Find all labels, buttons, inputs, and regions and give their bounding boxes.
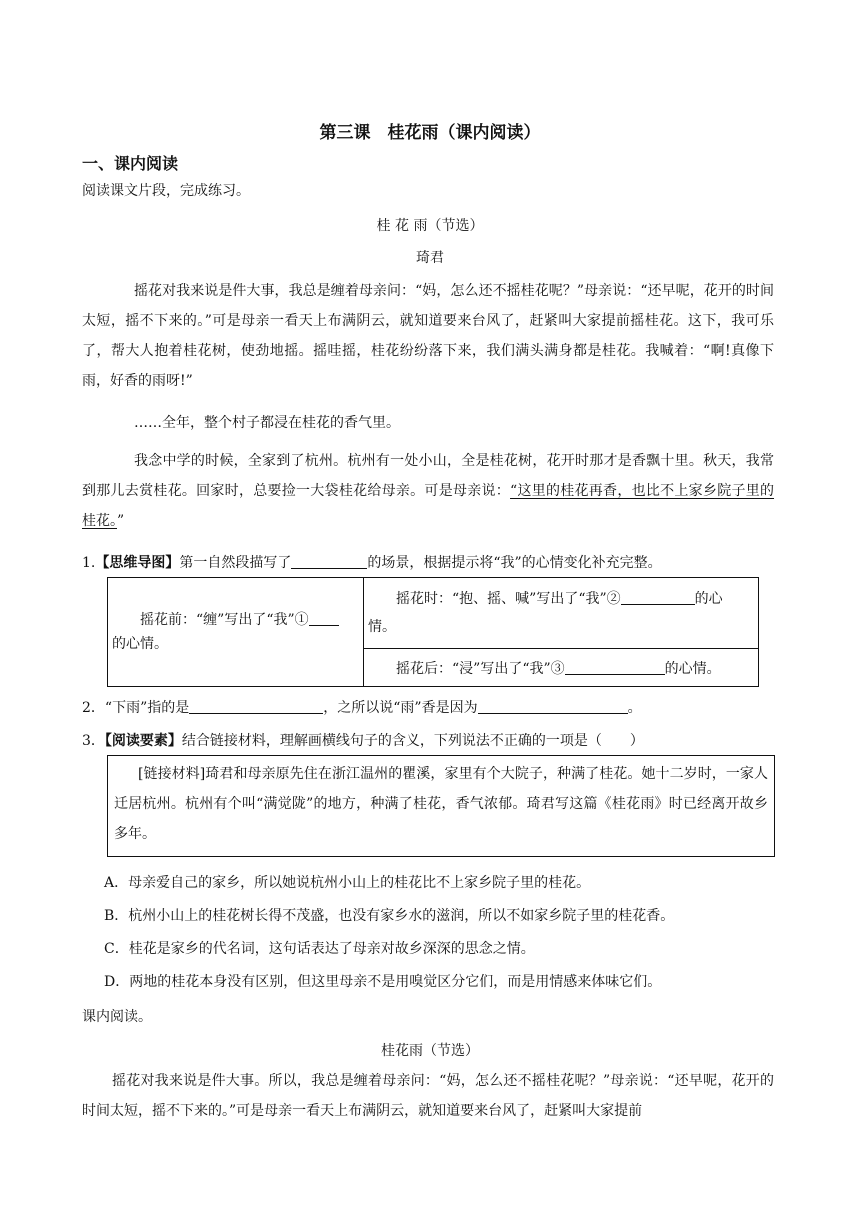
- passage-title-2: 桂花雨（节选）: [381, 1043, 479, 1059]
- question-text: 。: [627, 700, 642, 716]
- cell-after: 摇花后：“浸”写出了“我”③ 的心情。: [364, 649, 759, 687]
- answer-blank[interactable]: [291, 554, 367, 569]
- link-material-box: [107, 755, 775, 857]
- option-a[interactable]: A．母亲爱自己的家乡，所以她说杭州小山上的桂花比不上家乡院子里的桂花。: [104, 875, 591, 891]
- section-heading: 一、课内阅读: [82, 154, 179, 173]
- question-number: 1.: [82, 555, 96, 571]
- option-c[interactable]: C．桂花是家乡的代名词，这句话表达了母亲对故乡深深的思念之情。: [104, 941, 535, 957]
- question-number: 3．: [82, 733, 105, 749]
- option-d[interactable]: D．两地的桂花本身没有区别，但这里母亲不是用嗅觉区分它们，而是用情感来体味它们。: [104, 974, 662, 990]
- question-text: ，之所以说“雨”香是因为: [323, 700, 478, 716]
- mind-map-table: [107, 577, 759, 687]
- answer-blank[interactable]: [478, 699, 628, 714]
- passage-2-paragraph-1: 摇花对我来说是件大事。所以，我总是缠着母亲问：“妈，怎么还不摇桂花呢？”母亲说：“还早呢，花开的时间太短，摇不下来的。”可是母亲一看天上布满阴云，就知道要来台风了，赶紧叫大家提前: [82, 1073, 774, 1119]
- question-text: 第一自然段描写了: [179, 555, 292, 571]
- question-1: [82, 552, 662, 572]
- passage-paragraph-1: 摇花对我来说是件大事，我总是缠着母亲问：“妈，怎么还不摇桂花呢？”母亲说：“还早呢，花开的时间太短，摇不下来的。”可是母亲一看天上布满阴云，就知道要来台风了，赶紧叫大家提前摇桂花。这下，我可乐了，帮大人抱着桂花树，使劲地摇。摇哇摇，桂花纷纷落下来，我们满头满身都是桂花。我喊着：“啊!真像下雨，好香的雨呀!”: [82, 283, 774, 389]
- answer-blank-3[interactable]: [565, 660, 665, 675]
- passage-author: 琦君: [416, 250, 444, 266]
- page-title: 第三课 桂花雨（课内阅读）: [319, 123, 541, 143]
- question-3: [82, 730, 644, 750]
- question-2: [82, 697, 642, 717]
- option-b[interactable]: B．杭州小山上的桂花树长得不茂盛，也没有家乡水的滋润，所以不如家乡院子里的桂花香。: [104, 908, 675, 924]
- question-text: “下雨”指的是: [104, 700, 190, 716]
- question-number: 2．: [82, 700, 105, 716]
- passage-paragraph-3: [82, 446, 774, 536]
- question-tag: 【阅读要素】: [104, 733, 182, 749]
- underlined-sentence: “这里的桂花再香，也比不上家乡院子里的桂花。: [82, 483, 775, 529]
- passage-text: 我念中学的时候，全家到了杭州。杭州有一处小山，全是桂花树，花开时那才是香飘十里。秋天，我常到那儿去赏桂花。回家时，总要捡一大袋桂花给母亲。可是母亲说：: [82, 453, 774, 499]
- answer-blank-2[interactable]: [621, 590, 695, 605]
- cell-during: 摇花时：“抱、摇、喊”写出了“我”② 的心 情。: [364, 578, 759, 649]
- question-tag: 【思维导图】: [95, 555, 180, 571]
- answer-blank-1[interactable]: [309, 611, 339, 626]
- answer-blank[interactable]: [189, 699, 323, 714]
- link-material-text: [链接材料]琦君和母亲原先住在浙江温州的瞿溪，家里有个大院子，种满了桂花。她十二岁时，一家人迁居杭州。杭州有个叫“满觉陇”的地方，种满了桂花，香气浓郁。琦君写这篇《桂花雨》时已经离开故乡多年。: [114, 766, 768, 842]
- instruction: 阅读课文片段，完成练习。: [82, 183, 250, 199]
- passage-paragraph-2: ……全年，整个村子都浸在桂花的香气里。: [134, 415, 400, 431]
- question-text: 结合链接材料，理解画横线句子的含义，下列说法不正确的一项是（ ）: [181, 733, 644, 749]
- closing-quote: ”: [117, 513, 125, 529]
- instruction-2: 课内阅读。: [82, 1009, 152, 1025]
- question-text: 的场景，根据提示将“我”的心情变化补充完整。: [367, 555, 662, 571]
- cell-before: 摇花前：“缠”写出了“我”① 的心情。: [108, 578, 364, 687]
- passage-title: 桂 花 雨（节选）: [376, 218, 484, 234]
